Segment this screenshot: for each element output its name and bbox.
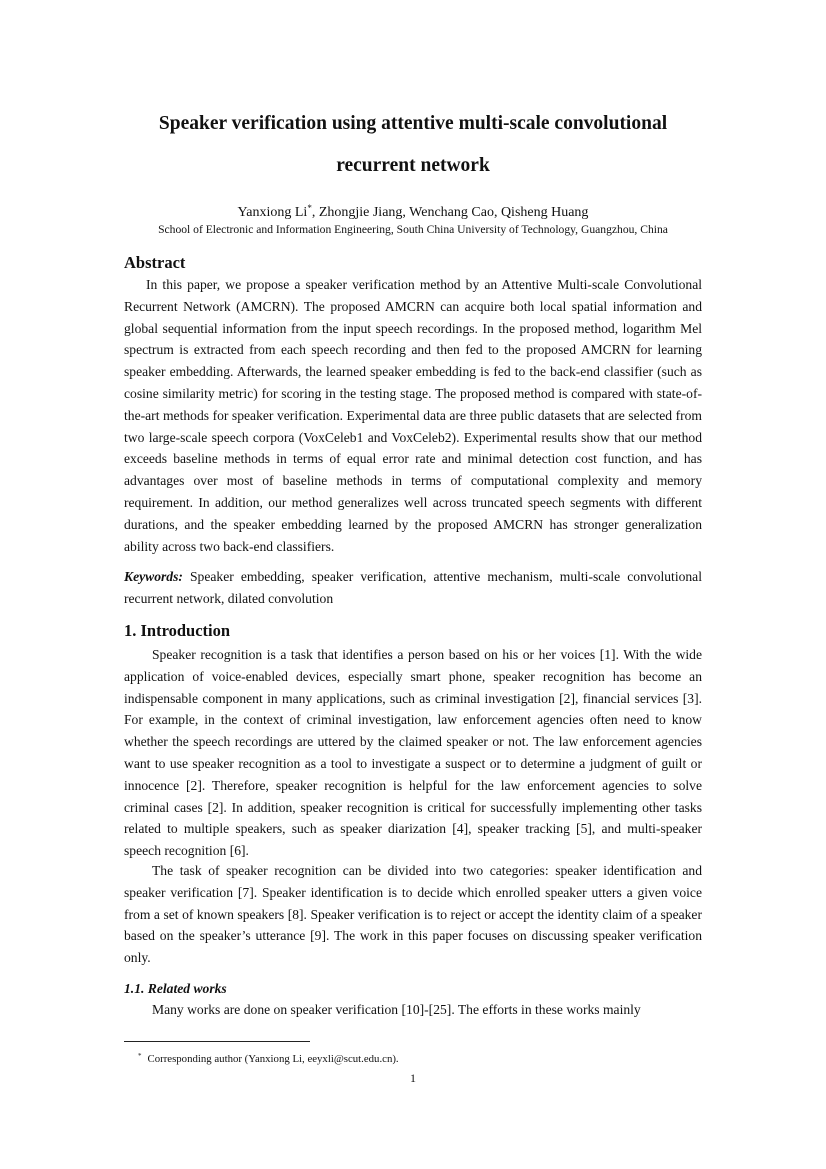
author-list [60, 199, 766, 222]
abstract-text: In this paper, we propose a speaker verification method by an Attentive Multi-scale Convolutional Recurrent Network (AMCRN). The proposed AMCRN can acquire both local spatial information and global sequential information from the input speech recordings. In the proposed method, logarithm Mel spectrum is extracted from each speech recording and then fed to the proposed AMCRN for learning speaker embedding. Afterwards, the learned speaker embedding is fed to the back-end classifier (such as cosine similarity metric) for scoring in the testing stage. The proposed method is compared with state-of-the-art methods for speaker verification. Experimental data are three public datasets that are selected from two large-scale speech corpora (VoxCeleb1 and VoxCeleb2). Experimental results show that our method exceeds baseline methods in terms of equal error rate and minimal detection cost function, and has advantages over most of baseline methods in terms of computational complexity and memory requirement. In addition, our method generalizes well across truncated speech segments with different durations, and the speaker embedding learned by the proposed AMCRN has stronger generalization ability across two back-end classifiers. [124, 277, 702, 554]
affiliation: School of Electronic and Information Engineering, South China University of Technology, Guangzhou, China [158, 223, 668, 236]
related-works-paragraph: Many works are done on speaker verification [10]-[25]. The efforts in these works mainly [152, 1002, 641, 1017]
footnote-divider [124, 1041, 310, 1042]
paper-title-line-1: Speaker verification using attentive multi-scale convolutional [158, 113, 668, 134]
related-works-heading: 1.1. Related works [124, 981, 227, 996]
paper-title-line-2: recurrent network [336, 155, 490, 176]
footnote [124, 1049, 399, 1066]
keywords-text: Speaker embedding, speaker verification, attentive mechanism, multi-scale convolutional recurrent network, dilated convolution [124, 569, 702, 606]
keywords-label: Keywords: [124, 569, 183, 584]
introduction-heading: 1. Introduction [124, 621, 231, 640]
introduction-paragraph-1: Speaker recognition is a task that identifies a person based on his or her voices [1]. With the wide application of voice-enabled devices, especially smart phone, speaker recognition has become an indispensable component in many applications, such as criminal investigation [2], financial services [3]. For example, in the context of criminal investigation, law enforcement agencies often need to know whether the speech recordings are uttered by the claimed speaker or not. The law enforcement agencies want to use speaker recognition as a tool to investigate a suspect or to determine a judgment of guilt or innocence [2]. Therefore, speaker recognition is helpful for the law enforcement agencies to solve criminal cases [2]. In addition, speaker recognition is critical for successfully implementing other tasks related to multiple speakers, such as speaker diarization [4], speaker tracking [5], and multi-speaker speech recognition [6]. [124, 647, 702, 859]
co-authors: , Zhongjie Jiang, Wenchang Cao, Qisheng Huang [311, 205, 589, 220]
corresponding-author-mark: * [307, 203, 312, 213]
corresponding-author: Yanxiong Li [237, 205, 308, 220]
footnote-mark: * [138, 1052, 142, 1060]
keywords [124, 566, 702, 610]
page-number: 1 [410, 1071, 416, 1085]
introduction-paragraph-2: The task of speaker recognition can be divided into two categories: speaker identification and speaker verification [7]. Speaker identification is to decide which enrolled speaker utters a given voice from a set of known speakers [8]. Speaker verification is to reject or accept the identity claim of a speaker based on the speaker’s utterance [9]. The work in this paper focuses on discussing speaker verification only. [124, 863, 702, 966]
footnote-text: Corresponding author (Yanxiong Li, eeyxli@scut.edu.cn). [147, 1053, 399, 1065]
abstract-heading: Abstract [124, 253, 186, 272]
